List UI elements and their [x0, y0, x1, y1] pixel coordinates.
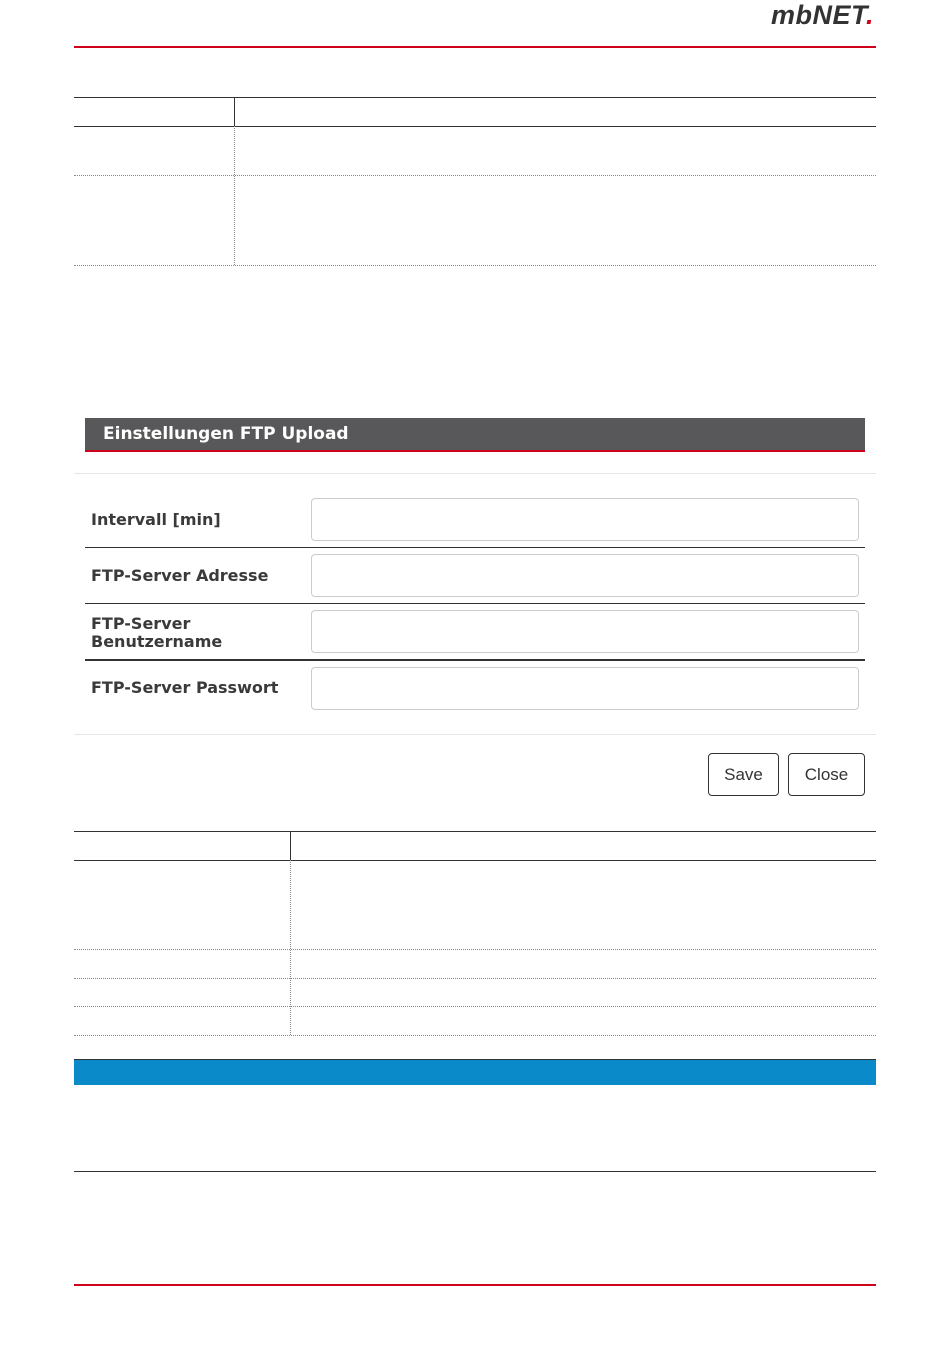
- footer-rule: [74, 1284, 876, 1286]
- form-separator: [85, 659, 865, 661]
- form-row-username: [85, 610, 865, 666]
- password-label: FTP-Server Passwort: [91, 678, 279, 697]
- interval-label: Intervall [min]: [91, 510, 221, 529]
- info-bar: [74, 1059, 876, 1085]
- info-bottom-rule: [74, 1171, 876, 1172]
- form-separator: [85, 547, 865, 548]
- form-row-interval: [85, 498, 865, 554]
- password-input[interactable]: [311, 667, 859, 710]
- header-rule: [74, 46, 876, 48]
- close-button[interactable]: Close: [788, 753, 865, 796]
- panel-divider-bottom: [74, 734, 876, 735]
- username-input[interactable]: [311, 610, 859, 653]
- form-row-password: [85, 667, 865, 723]
- save-button[interactable]: Save: [708, 753, 779, 796]
- username-label: FTP-Server Benutzername: [91, 614, 223, 651]
- server-address-input[interactable]: [311, 554, 859, 597]
- form-separator: [85, 603, 865, 604]
- server-address-label: FTP-Server Adresse: [91, 566, 269, 585]
- mbnet-logo: mbNET.: [770, 0, 874, 30]
- panel-title: Einstellungen FTP Upload: [103, 424, 349, 444]
- interval-input[interactable]: [311, 498, 859, 541]
- form-row-server-address: [85, 554, 865, 610]
- panel-header: [85, 418, 865, 452]
- panel-divider-top: [74, 473, 876, 474]
